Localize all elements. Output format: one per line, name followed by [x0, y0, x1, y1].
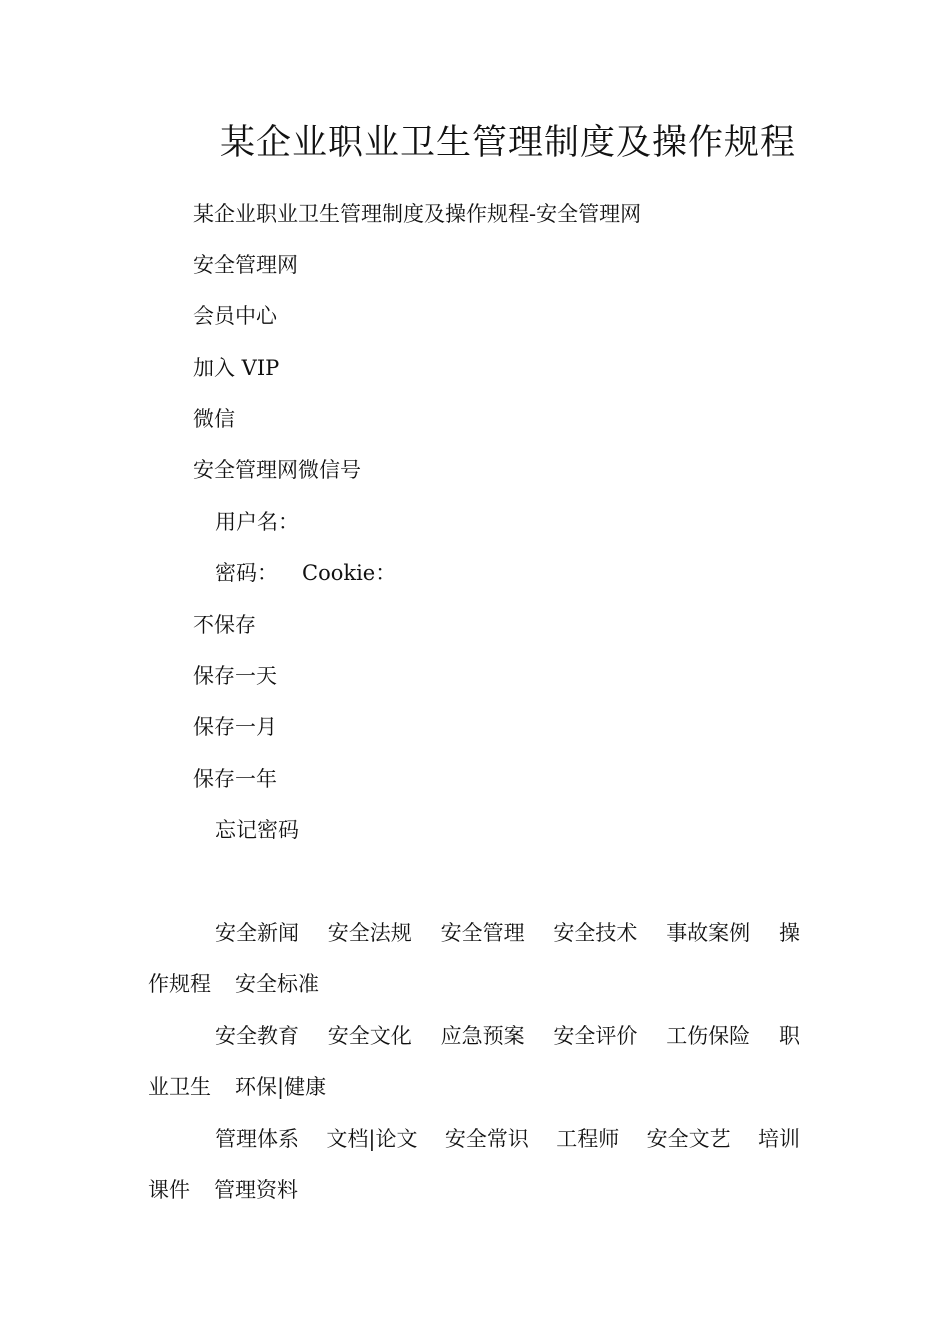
cookie-option-day[interactable]: 保存一天: [193, 664, 277, 688]
nav-link[interactable]: 管理体系: [215, 1127, 299, 1151]
wechat-account-text: 安全管理网微信号: [193, 458, 361, 482]
nav-link[interactable]: 事故案例: [666, 921, 751, 945]
nav-link[interactable]: 操: [778, 921, 800, 945]
nav-link[interactable]: 安全文艺: [646, 1127, 731, 1151]
cookie-option-month[interactable]: 保存一月: [193, 715, 277, 739]
nav-link[interactable]: 应急预案: [440, 1024, 525, 1048]
nav-row-2-continuation: [148, 1072, 326, 1102]
cookie-label: Cookie：: [302, 561, 397, 585]
nav-row-3-continuation: [148, 1175, 298, 1205]
username-label: 用户名：: [215, 510, 299, 534]
document-title: 某企业职业卫生管理制度及操作规程: [219, 123, 796, 163]
nav-link[interactable]: 管理资料: [214, 1178, 298, 1202]
nav-link[interactable]: 工程师: [556, 1127, 620, 1151]
cookie-option-year[interactable]: 保存一年: [193, 767, 277, 791]
nav-link[interactable]: 文档|论文: [326, 1127, 418, 1151]
nav-link[interactable]: 安全常识: [444, 1127, 529, 1151]
nav-row-3: [148, 1124, 800, 1154]
nav-link[interactable]: 安全法规: [327, 921, 412, 945]
nav-link[interactable]: 安全教育: [215, 1024, 299, 1048]
cookie-option-none[interactable]: 不保存: [193, 613, 256, 637]
password-cookie-row: [215, 558, 396, 588]
nav-link[interactable]: 环保|健康: [235, 1075, 327, 1099]
nav-link[interactable]: 安全管理: [440, 921, 525, 945]
nav-link[interactable]: 作规程: [148, 972, 211, 996]
nav-link[interactable]: 工伤保险: [666, 1024, 751, 1048]
nav-link[interactable]: 安全技术: [553, 921, 638, 945]
nav-link[interactable]: 安全文化: [327, 1024, 412, 1048]
nav-link[interactable]: 职: [778, 1024, 800, 1048]
nav-row-1-continuation: [148, 969, 319, 999]
nav-link[interactable]: 课件: [148, 1178, 190, 1202]
nav-row-2: [148, 1021, 800, 1051]
nav-link[interactable]: 培训: [757, 1127, 800, 1151]
nav-link[interactable]: 业卫生: [148, 1075, 211, 1099]
forgot-password-link[interactable]: 忘记密码: [215, 818, 299, 842]
member-center-link[interactable]: 会员中心: [193, 304, 277, 328]
nav-link[interactable]: 安全评价: [553, 1024, 638, 1048]
wechat-link[interactable]: 微信: [193, 407, 235, 431]
nav-row-1: [148, 918, 800, 948]
password-label: 密码：: [215, 561, 278, 585]
site-name-link[interactable]: 安全管理网: [193, 253, 298, 277]
nav-link[interactable]: 安全标准: [235, 972, 319, 996]
join-vip-link[interactable]: 加入 VIP: [193, 356, 280, 380]
page-heading-link[interactable]: 某企业职业卫生管理制度及操作规程-安全管理网: [193, 202, 642, 226]
nav-link[interactable]: 安全新闻: [215, 921, 299, 945]
